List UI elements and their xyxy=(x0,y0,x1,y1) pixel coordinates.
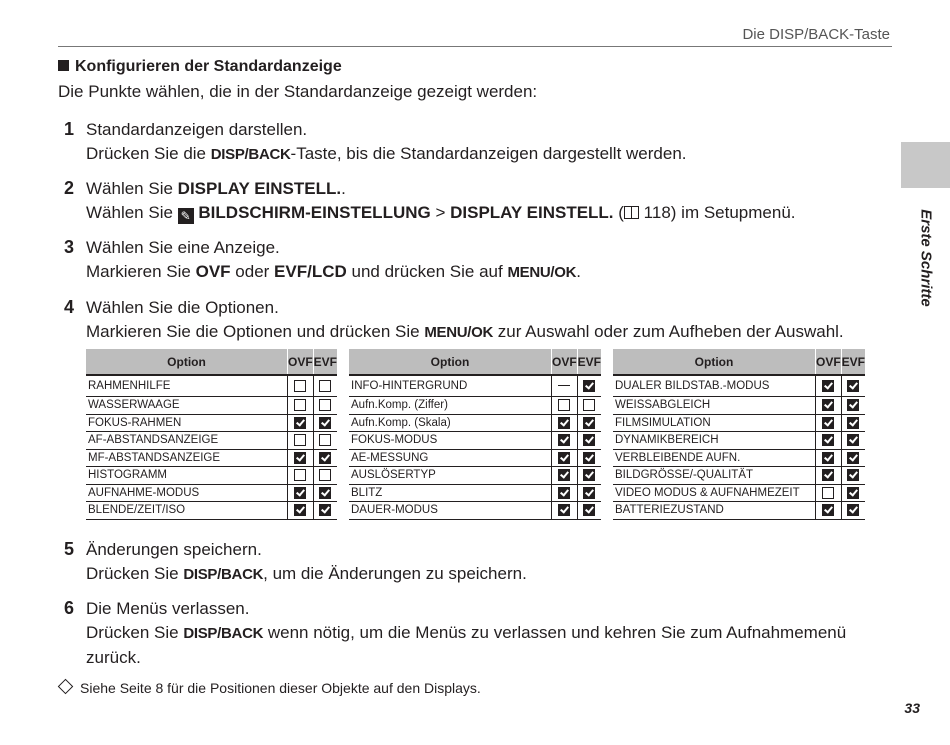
unchecked-box-icon xyxy=(583,399,595,411)
table-row xyxy=(613,449,865,467)
section-intro: Die Punkte wählen, die in der Standardanzeige gezeigt werden: xyxy=(58,82,538,101)
step-number: 2 xyxy=(64,178,75,198)
step-3 xyxy=(64,236,874,285)
table-row xyxy=(349,375,601,397)
book-reference-icon xyxy=(624,206,639,219)
step-text: Drücken Sie xyxy=(86,623,184,642)
step-body xyxy=(86,320,874,345)
ovf-cell xyxy=(551,397,577,415)
col-option: Option xyxy=(613,349,815,375)
unchecked-box-icon xyxy=(319,399,331,411)
table-row xyxy=(613,467,865,485)
evf-cell xyxy=(313,397,337,415)
ovf-cell xyxy=(815,414,841,432)
evf-cell xyxy=(841,502,865,520)
option-label: DUALER BILDSTAB.-MODUS xyxy=(613,375,815,397)
table-row xyxy=(613,432,865,450)
evf-cell xyxy=(841,484,865,502)
step-2 xyxy=(64,177,874,225)
checked-box-icon xyxy=(319,504,331,516)
option-label: AE-MESSUNG xyxy=(349,449,551,467)
checked-box-icon xyxy=(583,469,595,481)
table-row xyxy=(613,414,865,432)
step-text: . xyxy=(576,262,581,281)
option-label: VIDEO MODUS & AUFNAHMEZEIT xyxy=(613,484,815,502)
table-row xyxy=(349,414,601,432)
evf-cell xyxy=(577,432,601,450)
step-body xyxy=(86,142,874,167)
checked-box-icon xyxy=(558,504,570,516)
step-number: 3 xyxy=(64,237,75,257)
options-table-1 xyxy=(86,349,337,520)
option-label: WASSERWAAGE xyxy=(86,397,287,415)
ovf-cell xyxy=(551,502,577,520)
checked-box-icon xyxy=(319,452,331,464)
ovf-cell xyxy=(551,467,577,485)
checked-box-icon xyxy=(583,434,595,446)
option-label: DAUER-MODUS xyxy=(349,502,551,520)
option-label: BLENDE/ZEIT/ISO xyxy=(86,502,287,520)
checked-box-icon xyxy=(583,487,595,499)
step-number: 6 xyxy=(64,598,75,618)
ovf-cell xyxy=(815,432,841,450)
ovf-cell xyxy=(815,449,841,467)
menu-display-einstell: DISPLAY EINSTELL. xyxy=(450,203,614,222)
checked-box-icon xyxy=(558,487,570,499)
col-evf: EVF xyxy=(841,349,865,375)
side-label: Erste Schritte xyxy=(917,209,935,307)
step-text: und drücken Sie auf xyxy=(346,262,508,281)
ovf-cell xyxy=(287,484,313,502)
table-row xyxy=(349,397,601,415)
step-text: Markieren Sie xyxy=(86,262,196,281)
page-number: 33 xyxy=(904,700,920,716)
ovf-cell xyxy=(551,432,577,450)
ovf-cell xyxy=(287,432,313,450)
checked-box-icon xyxy=(822,434,834,446)
table-row xyxy=(86,432,337,450)
checked-box-icon xyxy=(847,469,859,481)
step-1 xyxy=(64,118,874,167)
option-label: WEISSABGLEICH xyxy=(613,397,815,415)
unchecked-box-icon xyxy=(558,399,570,411)
table-row xyxy=(349,502,601,520)
evf-cell xyxy=(577,449,601,467)
step-text: > xyxy=(430,203,451,222)
checked-box-icon xyxy=(558,452,570,464)
options-table-2 xyxy=(349,349,601,520)
unchecked-box-icon xyxy=(294,469,306,481)
ovf-cell xyxy=(815,467,841,485)
key-menu-ok: MENU/OK xyxy=(507,264,577,281)
header-rule xyxy=(58,46,892,47)
menu-display-einstell: DISPLAY EINSTELL. xyxy=(177,179,342,198)
table-row xyxy=(613,502,865,520)
section-title xyxy=(58,58,342,76)
option-label: DYNAMIKBEREICH xyxy=(613,432,815,450)
unchecked-box-icon xyxy=(319,434,331,446)
checked-box-icon xyxy=(558,469,570,481)
checked-box-icon xyxy=(822,399,834,411)
evf-cell xyxy=(841,414,865,432)
option-label: FOKUS-RAHMEN xyxy=(86,414,287,432)
checked-box-icon xyxy=(319,417,331,429)
step-body xyxy=(86,260,874,285)
option-label: BILDGRÖSSE/-QUALITÄT xyxy=(613,467,815,485)
page-reference: 118 xyxy=(643,203,671,222)
step-6 xyxy=(64,597,874,670)
evf-cell xyxy=(313,375,337,397)
option-label: AUSLÖSERTYP xyxy=(349,467,551,485)
unchecked-box-icon xyxy=(294,434,306,446)
evf-cell xyxy=(841,397,865,415)
ovf-cell xyxy=(551,375,577,397)
ovf-cell xyxy=(287,449,313,467)
memo-icon xyxy=(58,679,74,695)
step-text: Drücken Sie die xyxy=(86,144,211,163)
step-text: Wählen Sie xyxy=(86,179,178,198)
unchecked-box-icon xyxy=(294,399,306,411)
checked-box-icon xyxy=(558,417,570,429)
table-row xyxy=(349,449,601,467)
step-text: oder xyxy=(230,262,275,281)
step-5 xyxy=(64,538,874,587)
memo-note xyxy=(58,680,481,696)
col-evf: EVF xyxy=(313,349,337,375)
checked-box-icon xyxy=(583,504,595,516)
evf-cell xyxy=(577,414,601,432)
section-title-text: Konfigurieren der Standardanzeige xyxy=(75,58,342,75)
note-text: Siehe Seite 8 für die Positionen dieser Objekte auf den Displays. xyxy=(80,680,481,696)
checked-box-icon xyxy=(822,452,834,464)
evf-cell xyxy=(841,432,865,450)
table-row xyxy=(613,484,865,502)
checked-box-icon xyxy=(294,417,306,429)
evf-cell xyxy=(577,502,601,520)
step-text: -Taste, bis die Standardanzeigen dargestellt werden. xyxy=(290,144,687,163)
table-row xyxy=(349,432,601,450)
step-number: 4 xyxy=(64,297,75,317)
ovf-cell xyxy=(551,414,577,432)
ovf-cell xyxy=(815,484,841,502)
ovf-cell xyxy=(287,414,313,432)
evf-cell xyxy=(841,467,865,485)
ovf-cell xyxy=(815,502,841,520)
step-body xyxy=(86,201,874,225)
step-text: Drücken Sie xyxy=(86,564,184,583)
checked-box-icon xyxy=(319,487,331,499)
step-text: . xyxy=(341,179,346,198)
ovf-cell xyxy=(287,397,313,415)
screen-settings-icon: ✎ xyxy=(178,208,194,224)
step-text: Wählen Sie xyxy=(86,203,178,222)
col-evf: EVF xyxy=(577,349,601,375)
option-label: BLITZ xyxy=(349,484,551,502)
step-heading xyxy=(86,177,874,201)
checked-box-icon xyxy=(822,417,834,429)
step-text: Markieren Sie die Optionen und drücken Sie xyxy=(86,322,425,341)
table-row xyxy=(86,502,337,520)
checked-box-icon xyxy=(294,452,306,464)
step-text: ) im Setupmenü. xyxy=(670,203,796,222)
checked-box-icon xyxy=(583,452,595,464)
option-label: AF-ABSTANDSANZEIGE xyxy=(86,432,287,450)
step-4 xyxy=(64,296,874,345)
option-label: MF-ABSTANDSANZEIGE xyxy=(86,449,287,467)
evf-cell xyxy=(313,502,337,520)
side-tab xyxy=(901,142,950,188)
col-option: Option xyxy=(86,349,287,375)
option-label: Aufn.Komp. (Ziffer) xyxy=(349,397,551,415)
step-number: 1 xyxy=(64,119,75,139)
option-ovf: OVF xyxy=(195,262,231,281)
option-label: Aufn.Komp. (Skala) xyxy=(349,414,551,432)
evf-cell xyxy=(313,432,337,450)
option-label: BATTERIEZUSTAND xyxy=(613,502,815,520)
step-text: wenn nötig, um die Menüs zu verlassen und kehren Sie zum Aufnahmemenü zurück. xyxy=(86,623,847,667)
step-body xyxy=(86,562,874,587)
option-label: AUFNAHME-MODUS xyxy=(86,484,287,502)
table-row xyxy=(613,397,865,415)
table-row xyxy=(86,449,337,467)
checked-box-icon xyxy=(822,380,834,392)
table-row xyxy=(349,467,601,485)
col-ovf: OVF xyxy=(287,349,313,375)
table-row xyxy=(613,375,865,397)
evf-cell xyxy=(841,375,865,397)
ovf-cell xyxy=(551,449,577,467)
square-bullet-icon xyxy=(58,60,69,71)
evf-cell xyxy=(313,467,337,485)
ovf-cell xyxy=(287,502,313,520)
ovf-cell xyxy=(551,484,577,502)
checked-box-icon xyxy=(847,417,859,429)
col-option: Option xyxy=(349,349,551,375)
evf-cell xyxy=(577,397,601,415)
step-body xyxy=(86,621,874,670)
option-label: VERBLEIBENDE AUFN. xyxy=(613,449,815,467)
menu-bildschirm-einstellung: BILDSCHIRM-EINSTELLUNG xyxy=(198,203,431,222)
table-row xyxy=(86,484,337,502)
evf-cell xyxy=(577,467,601,485)
unchecked-box-icon xyxy=(822,487,834,499)
checked-box-icon xyxy=(847,399,859,411)
key-menu-ok: MENU/OK xyxy=(424,324,494,341)
step-heading: Änderungen speichern. xyxy=(86,540,262,559)
ovf-cell xyxy=(287,375,313,397)
ovf-cell xyxy=(815,375,841,397)
checked-box-icon xyxy=(847,487,859,499)
checked-box-icon xyxy=(294,504,306,516)
step-text: ( xyxy=(613,203,624,222)
key-disp-back: DISP/BACK xyxy=(183,625,264,642)
ovf-cell xyxy=(287,467,313,485)
col-ovf: OVF xyxy=(815,349,841,375)
options-table-3 xyxy=(613,349,865,520)
checked-box-icon xyxy=(847,380,859,392)
option-label: HISTOGRAMM xyxy=(86,467,287,485)
step-heading: Wählen Sie die Optionen. xyxy=(86,298,279,317)
ovf-cell xyxy=(815,397,841,415)
evf-cell xyxy=(313,484,337,502)
evf-cell xyxy=(841,449,865,467)
step-text: , um die Änderungen zu speichern. xyxy=(263,564,527,583)
checked-box-icon xyxy=(583,417,595,429)
step-heading: Die Menüs verlassen. xyxy=(86,599,250,618)
table-row xyxy=(86,467,337,485)
checked-box-icon xyxy=(822,469,834,481)
checked-box-icon xyxy=(847,434,859,446)
checked-box-icon xyxy=(847,452,859,464)
step-text: zur Auswahl oder zum Aufheben der Auswahl. xyxy=(493,322,844,341)
option-label: RAHMENHILFE xyxy=(86,375,287,397)
evf-cell xyxy=(313,414,337,432)
evf-cell xyxy=(577,375,601,397)
checked-box-icon xyxy=(583,380,595,392)
option-label: FOKUS-MODUS xyxy=(349,432,551,450)
unchecked-box-icon xyxy=(319,469,331,481)
table-row xyxy=(349,484,601,502)
checked-box-icon xyxy=(847,504,859,516)
step-heading: Standardanzeigen darstellen. xyxy=(86,120,308,139)
table-row xyxy=(86,375,337,397)
checked-box-icon xyxy=(822,504,834,516)
table-row xyxy=(86,397,337,415)
step-number: 5 xyxy=(64,539,75,559)
option-label: FILMSIMULATION xyxy=(613,414,815,432)
table-row xyxy=(86,414,337,432)
option-label: INFO-HINTERGRUND xyxy=(349,375,551,397)
not-available-dash xyxy=(558,385,570,386)
unchecked-box-icon xyxy=(319,380,331,392)
col-ovf: OVF xyxy=(551,349,577,375)
evf-cell xyxy=(577,484,601,502)
header-title: Die DISP/BACK-Taste xyxy=(742,26,890,43)
evf-cell xyxy=(313,449,337,467)
checked-box-icon xyxy=(294,487,306,499)
key-disp-back: DISP/BACK xyxy=(183,566,264,583)
option-evf-lcd: EVF/LCD xyxy=(274,262,347,281)
step-heading: Wählen Sie eine Anzeige. xyxy=(86,238,280,257)
unchecked-box-icon xyxy=(294,380,306,392)
key-disp-back: DISP/BACK xyxy=(210,146,291,163)
checked-box-icon xyxy=(558,434,570,446)
